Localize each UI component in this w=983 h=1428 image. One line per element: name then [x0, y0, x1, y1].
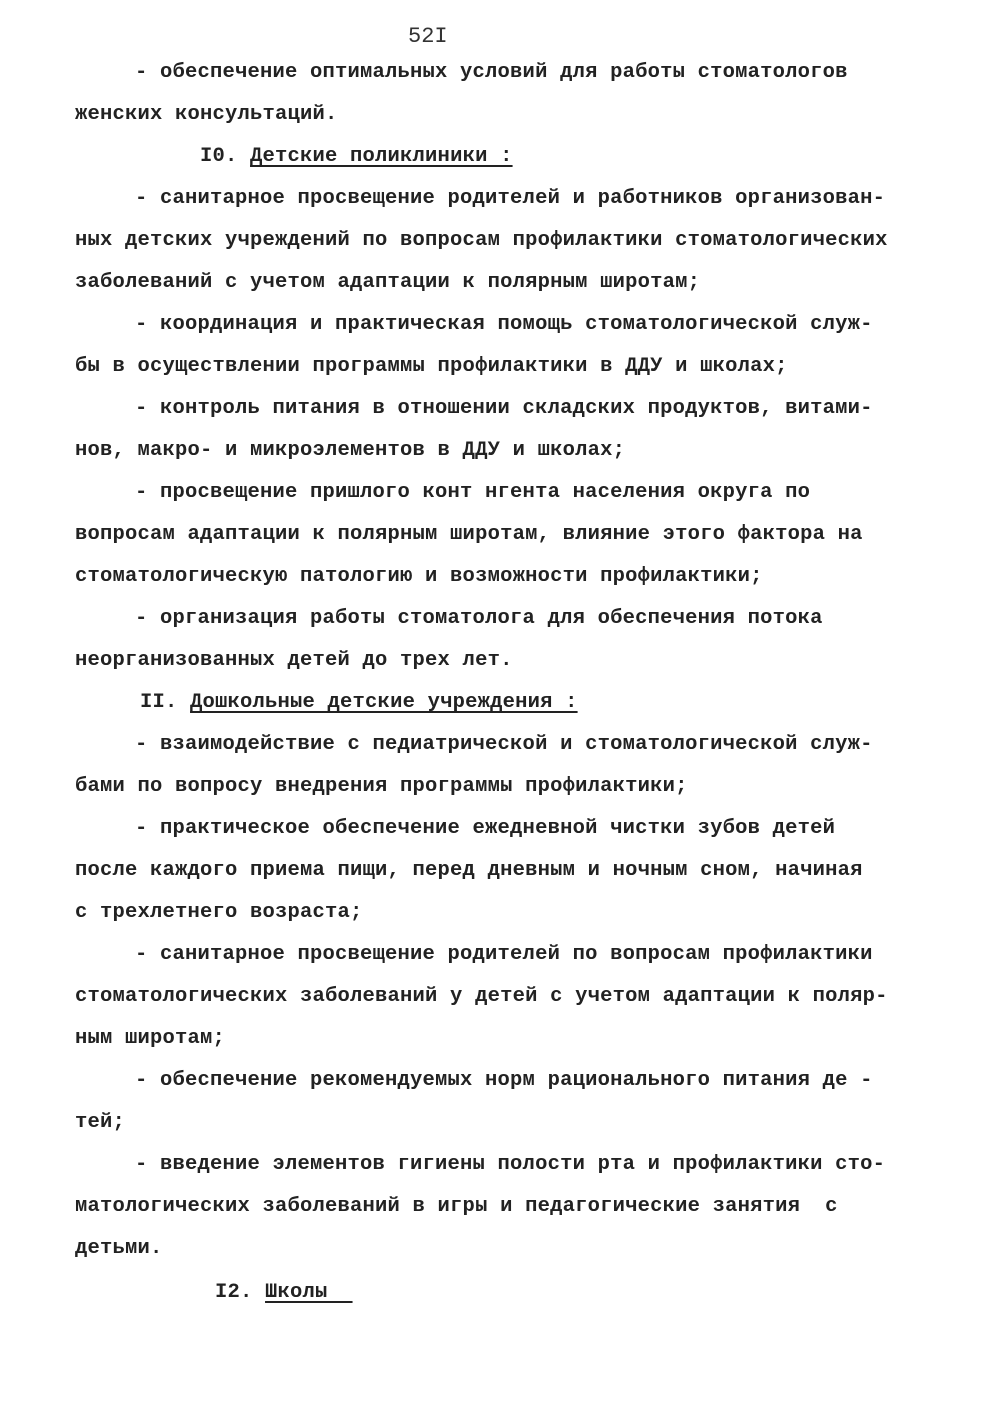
text-line: стоматологическую патологию и возможности профилактики; [75, 565, 763, 588]
text-line: ным широтам; [75, 1027, 226, 1050]
text-line: ных детских учреждений по вопросам профилактики стоматологических [75, 229, 888, 252]
text-line: стоматологических заболеваний у детей с учетом адаптации к поляр- [75, 985, 888, 1008]
text-line: вопросам адаптации к полярным широтам, влияние этого фактора на [75, 523, 863, 546]
text-line: - обеспечение оптимальных условий для работы стоматологов [135, 61, 848, 84]
heading-number: II. [140, 691, 178, 714]
text-line: нов, макро- и микроэлементов в ДДУ и школах; [75, 439, 626, 462]
text-line: - просвещение пришлого конт нгента населения округа по [135, 481, 811, 504]
heading-number: I2. [215, 1281, 253, 1304]
page-number: 52I [408, 24, 448, 49]
text-line: - санитарное просвещение родителей по вопросам профилактики [135, 943, 873, 966]
text-line: - организация работы стоматолога для обеспечения потока [135, 607, 823, 630]
text-line: - санитарное просвещение родителей и работников организован- [135, 187, 886, 210]
heading-number: I0. [200, 145, 238, 168]
section-heading-11 [140, 690, 578, 716]
heading-title: Школы [265, 1281, 353, 1304]
text-line: - введение элементов гигиены полости рта и профилактики сто- [135, 1153, 886, 1176]
text-line: матологических заболеваний в игры и педагогические занятия с [75, 1195, 838, 1218]
text-line: бами по вопросу внедрения программы профилактики; [75, 775, 688, 798]
text-line: после каждого приема пищи, перед дневным и ночным сном, начиная [75, 859, 863, 882]
text-line: женских консультаций. [75, 103, 338, 126]
text-line: детьми. [75, 1237, 163, 1260]
text-line: заболеваний с учетом адаптации к полярным широтам; [75, 271, 701, 294]
text-line: - координация и практическая помощь стоматологической служ- [135, 313, 873, 336]
heading-title: Детские поликлиники : [250, 145, 513, 168]
text-line: с трехлетнего возраста; [75, 901, 363, 924]
text-line: - обеспечение рекомендуемых норм рационального питания де - [135, 1069, 873, 1092]
text-line: - контроль питания в отношении складских продуктов, витами- [135, 397, 873, 420]
text-line: неорганизованных детей до трех лет. [75, 649, 513, 672]
text-line: - практическое обеспечение ежедневной чистки зубов детей [135, 817, 836, 840]
section-heading-12 [215, 1280, 353, 1306]
text-line: тей; [75, 1111, 126, 1134]
text-line: бы в осуществлении программы профилактики в ДДУ и школах; [75, 355, 788, 378]
heading-title: Дошкольные детские учреждения : [190, 691, 578, 714]
section-heading-10 [200, 144, 513, 170]
text-line: - взаимодействие с педиатрической и стоматологической служ- [135, 733, 873, 756]
